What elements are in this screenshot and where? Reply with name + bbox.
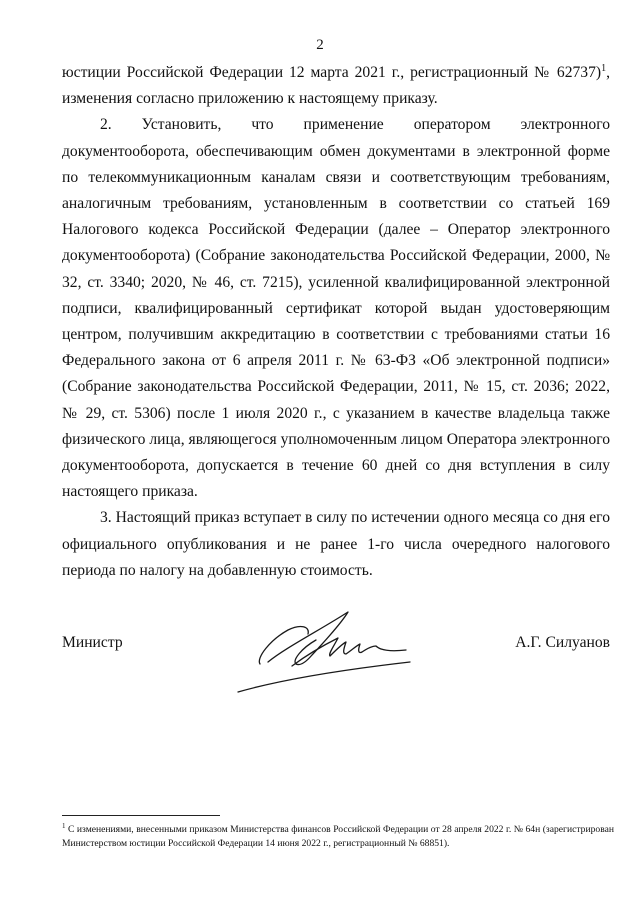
footnote-text: С изменениями, внесенными приказом Министерства финансов Российской Федерации от 28 апреля 2022 г. № 64н (зарегистрирован Министерством юстиции Российской Федерации 14 июня 2022 г., регистрационный № 68851). <box>62 824 614 849</box>
paragraph-1 <box>62 60 610 112</box>
footnote <box>62 823 614 851</box>
handwritten-signature-icon <box>230 600 440 695</box>
signer-name: А.Г. Силуанов <box>515 634 610 651</box>
footnote-reference: 1 <box>601 63 607 74</box>
paragraph-1-text-a: юстиции Российской Федерации 12 марта 2021 г., регистрационный № 62737) <box>62 64 602 81</box>
document-body <box>62 60 610 584</box>
paragraph-2: 2. Установить, что применение оператором электронного документооборота, обеспечивающим обмен документами в электронной форме по телекоммуникационным каналам связи и соответствующим требованиям, аналогичным требованиям, установленным в соответствии со статьей 169 Налогового кодекса Российской Федерации (далее – Оператор электронного документооборота) (Собрание законодательства Российской Федерации, 2000, № 32, ст. 3340; 2020, № 46, ст. 7215), усиленной квалифицированной электронной подписи, квалифицированный сертификат которой выдан удостоверяющим центром, получившим аккредитацию в соответствии с требованиями статьи 16 Федерального закона от 6 апреля 2011 г. № 63-ФЗ «Об электронной подписи» (Собрание законодательства Российской Федерации, 2011, № 15, ст. 2036; 2022, № 29, ст. 5306) после 1 июля 2020 г., с указанием в качестве владельца также физического лица, являющегося уполномоченным лицом Оператора электронного документооборота, допускается в течение 60 дней со дня вступления в силу настоящего приказа. <box>62 116 610 501</box>
footnote-marker: 1 <box>62 822 66 830</box>
signer-title: Министр <box>62 634 123 651</box>
paragraph-1-text-b: , изменения согласно приложению к настоящему приказу. <box>62 64 610 108</box>
footnote-divider <box>62 815 220 816</box>
paragraph-3: 3. Настоящий приказ вступает в силу по истечении одного месяца со дня его официального опубликования и не ранее 1-го числа очередного налогового периода по налогу на добавленную стоимость. <box>62 509 610 579</box>
page-number: 2 <box>316 37 324 53</box>
